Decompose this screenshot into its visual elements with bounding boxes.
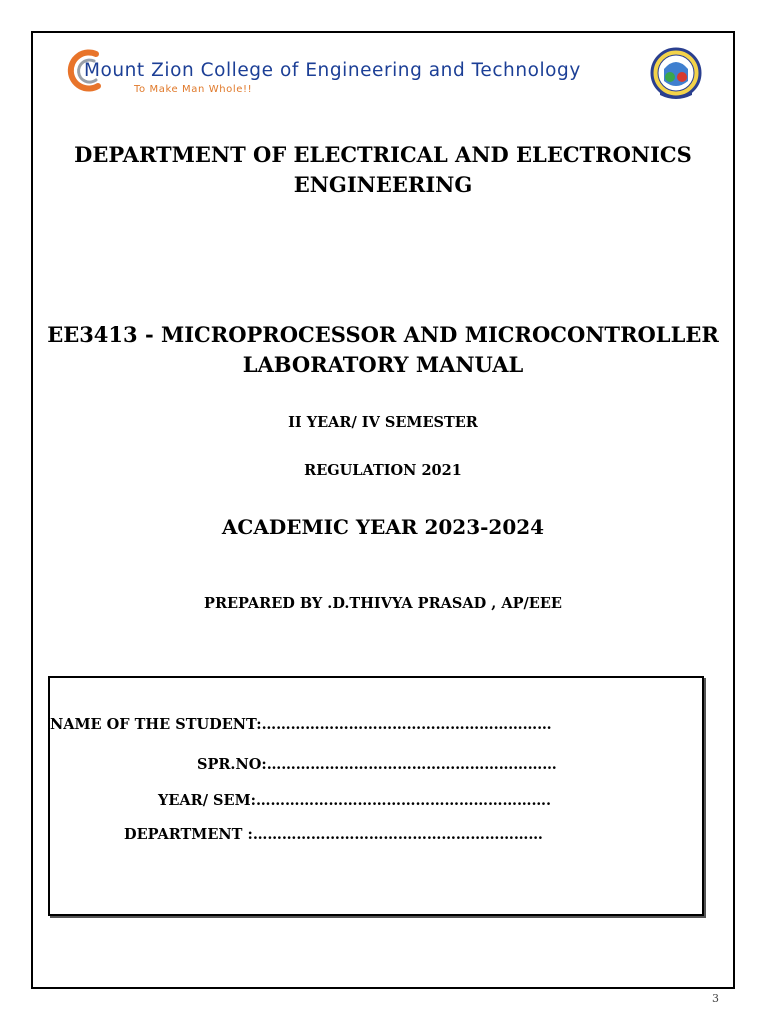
course-line-1: EE3413 - MICROPROCESSOR AND MICROCONTROLLER: [47, 322, 719, 347]
college-emblem-seal-icon: [650, 47, 702, 103]
college-name: Mount Zion College of Engineering and Technology: [84, 60, 581, 81]
department-field: DEPARTMENT :……………………………………………………: [124, 826, 543, 843]
college-tagline: To Make Man Whole!!: [134, 84, 253, 95]
student-name-field: NAME OF THE STUDENT:……………………………………………………: [50, 716, 552, 733]
department-line-2: ENGINEERING: [293, 172, 473, 197]
course-title: [31, 320, 735, 380]
course-line-2: LABORATORY MANUAL: [242, 352, 524, 377]
year-sem-field: YEAR/ SEM:…………………………………………………….: [158, 792, 552, 809]
prepared-by: PREPARED BY .D.THIVYA PRASAD , AP/EEE: [204, 595, 562, 612]
year-semester: II YEAR/ IV SEMESTER: [288, 414, 478, 431]
department-heading: [31, 140, 735, 200]
page-number: 3: [712, 992, 719, 1005]
regulation: REGULATION 2021: [304, 462, 462, 479]
department-line-1: DEPARTMENT OF ELECTRICAL AND ELECTRONICS: [74, 142, 692, 167]
spr-no-field: SPR.NO:……………………………………………………: [197, 756, 557, 773]
academic-year: ACADEMIC YEAR 2023-2024: [221, 515, 545, 539]
